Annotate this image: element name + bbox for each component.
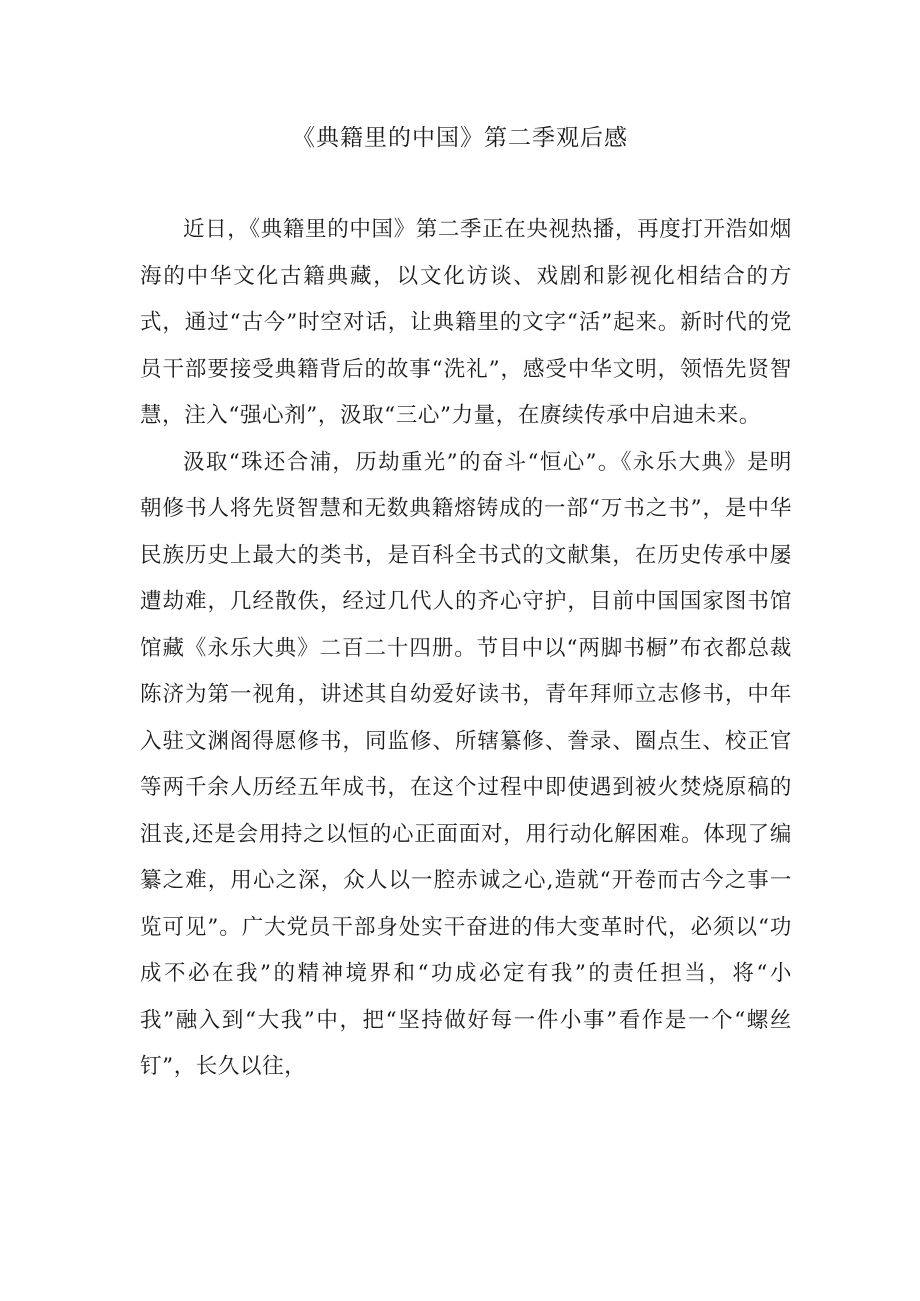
document-body xyxy=(140,207,792,1091)
paragraph-yongle-dadian: 汲取“珠还合浦，历劫重光”的奋斗“恒心”。《永乐大典》是明朝修书人将先贤智慧和无数典籍熔铸成的一部“万书之书”，是中华民族历史上最大的类书，是百科全书式的文献集，在历史传承中屡遭劫难，几经散佚，经过几代人的齐心守护，目前中国国家图书馆馆藏《永乐大典》二百二十四册。节目中以“两脚书橱”布衣都总裁陈济为第一视角，讲述其自幼爱好读书，青年拜师立志修书，中年入驻文渊阁得愿修书，同监修、所辖纂修、誊录、圈点生、校正官等两千余人历经五年成书，在这个过程中即使遇到被火焚烧原稿的沮丧,还是会用持之以恒的心正面面对，用行动化解困难。体现了编纂之难，用心之深，众人以一腔赤诚之心,造就“开卷而古今之事一览可见”。广大党员干部身处实干奋进的伟大变革时代，必须以“功成不必在我”的精神境界和“功成必定有我”的责任担当，将“小我”融入到“大我”中，把“坚持做好每一件小事”看作是一个“螺丝钉”，长久以往， xyxy=(140,449,792,1079)
paragraph-intro: 近日，《典籍里的中国》第二季正在央视热播，再度打开浩如烟海的中华文化古籍典藏，以文化访谈、戏剧和影视化相结合的方式，通过“古今”时空对话，让典籍里的文字“活”起来。新时代的党员干部要接受典籍背后的故事“洗礼”，感受中华文明，领悟先贤智慧，注入“强心剂”，汲取“三心”力量，在赓续传承中启迪未来。 xyxy=(140,217,792,428)
document-title: 《典籍里的中国》第二季观后感 xyxy=(292,125,628,151)
